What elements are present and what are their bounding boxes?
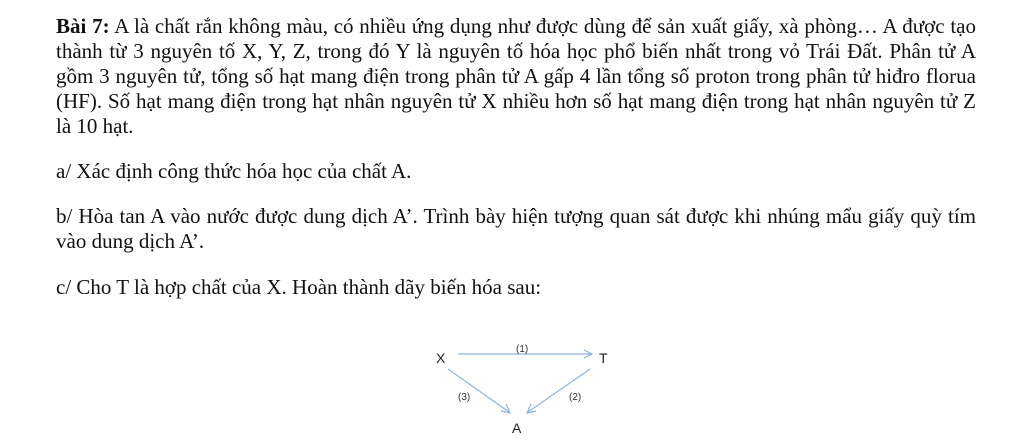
node-x: X bbox=[436, 350, 446, 366]
question-b: b/ Hòa tan A vào nước được dung dịch A’. Trình bày hiện tượng quan sát được khi nhúng mẩu giấy quỳ tím vào dung dịch A’. bbox=[56, 204, 976, 253]
transformation-scheme bbox=[430, 340, 620, 445]
node-t: T bbox=[599, 350, 608, 366]
edge-label-1: (1) bbox=[516, 344, 529, 355]
edge-label-3: (3) bbox=[458, 392, 471, 403]
problem-label: Bài 7: bbox=[56, 14, 110, 38]
arrow-3-x-to-a bbox=[448, 369, 509, 412]
edge-label-2: (2) bbox=[569, 392, 582, 403]
question-c: c/ Cho T là hợp chất của X. Hoàn thành dãy biến hóa sau: bbox=[56, 275, 542, 299]
problem-intro bbox=[56, 14, 976, 139]
arrow-2-t-to-a bbox=[528, 369, 590, 412]
node-a: A bbox=[512, 420, 522, 436]
problem-text bbox=[56, 14, 976, 300]
question-a: a/ Xác định công thức hóa học của chất A. bbox=[56, 159, 412, 183]
problem-intro-text: A là chất rắn không màu, có nhiều ứng dụng như được dùng để sản xuất giấy, xà phòng… A được tạo thành từ 3 nguyên tố X, Y, Z, trong đó Y là nguyên tố hóa học phổ biến nhất trong vỏ Trái Đất. Phân tử A gồm 3 nguyên tử, tổng số hạt mang điện trong phân tử A gấp 4 lần tổng số proton trong phân tử hiđro florua (HF). Số hạt mang điện trong hạt nhân nguyên tử X nhiều hơn số hạt mang điện trong hạt nhân nguyên tử Z là 10 hạt. bbox=[56, 14, 976, 138]
